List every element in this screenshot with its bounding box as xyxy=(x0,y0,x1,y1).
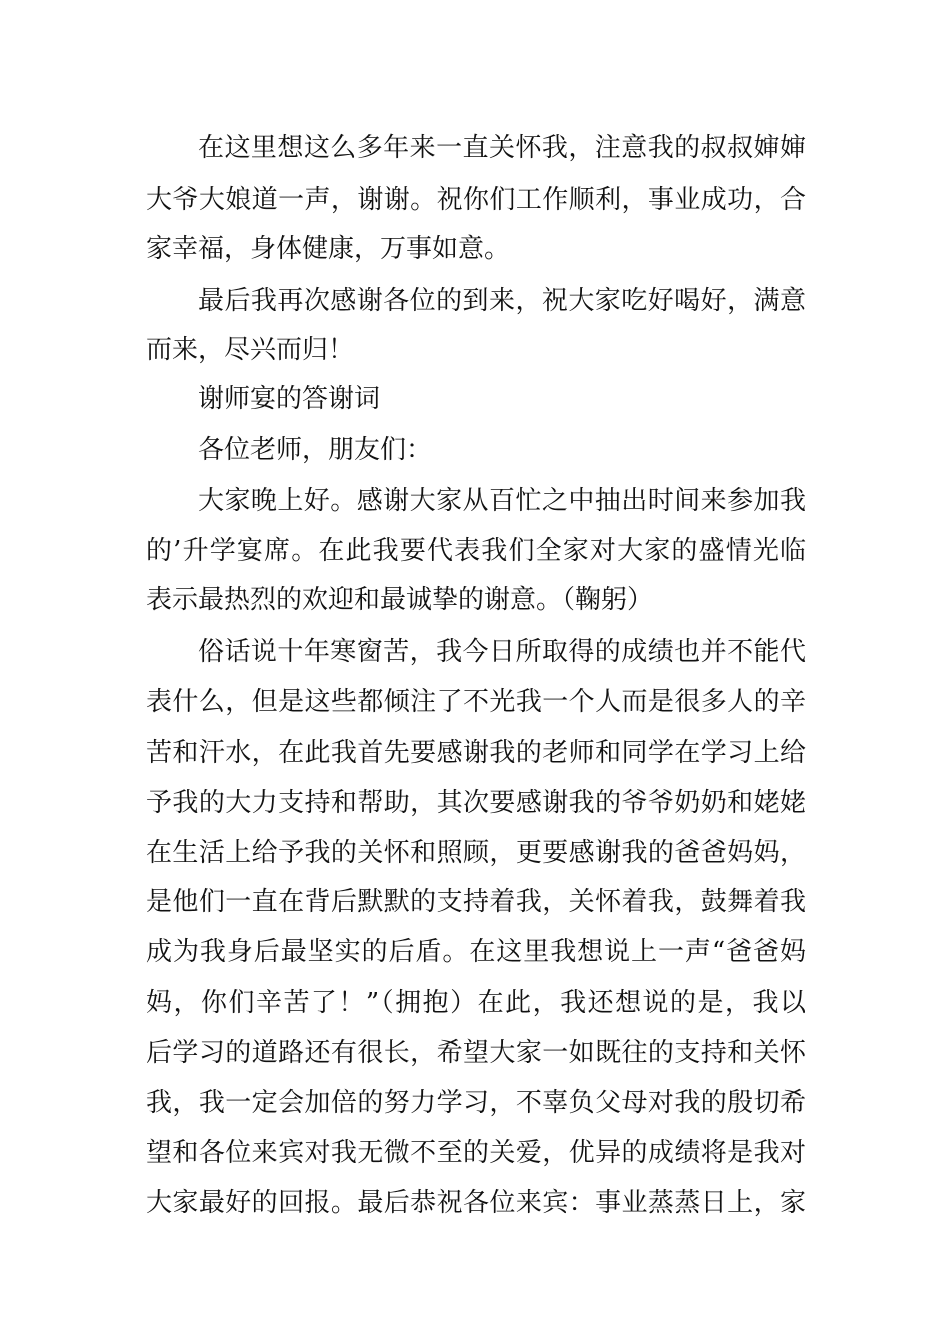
text-line: 最后我再次感谢各位的到来，祝大家吃好喝好，满意 xyxy=(198,286,806,316)
text-line: 望和各位来宾对我无微不至的关爱，优异的成绩将是我对 xyxy=(146,1138,806,1168)
text-line: 表示最热烈的欢迎和最诚挚的谢意。（鞠躬） xyxy=(146,585,654,615)
text-line: 我，我一定会加倍的努力学习，不辜负父母对我的殷切希 xyxy=(146,1088,806,1118)
text-line: 是他们一直在背后默默的支持着我，关怀着我，鼓舞着我 xyxy=(146,887,806,917)
text-line: 大家最好的回报。最后恭祝各位来宾：事业蒸蒸日上，家 xyxy=(146,1188,806,1218)
text-line: 在生活上给予我的关怀和照顾，更要感谢我的爸爸妈妈， xyxy=(146,838,806,868)
text-line: 家幸福，身体健康，万事如意。 xyxy=(146,234,511,264)
text-line: 妈，你们辛苦了！”（拥抱）在此，我还想说的是，我以 xyxy=(146,988,806,1018)
text-line: 表什么，但是这些都倾注了不光我一个人而是很多人的辛 xyxy=(146,687,806,717)
text-line: 而来，尽兴而归！ xyxy=(146,335,355,365)
text-line: 予我的大力支持和帮助，其次要感谢我的爷爷奶奶和姥姥 xyxy=(146,788,806,818)
text-line: 大家晚上好。感谢大家从百忙之中抽出时间来参加我 xyxy=(198,486,806,516)
text-line: 苦和汗水，在此我首先要感谢我的老师和同学在学习上给 xyxy=(146,738,806,768)
text-line: 后学习的道路还有很长，希望大家一如既往的支持和关怀 xyxy=(146,1038,806,1068)
text-line: 成为我身后最坚实的后盾。在这里我想说上一声“爸爸妈 xyxy=(146,937,806,967)
text-line: 在这里想这么多年来一直关怀我，注意我的叔叔婶婶 xyxy=(198,133,806,163)
text-line: 大爷大娘道一声，谢谢。祝你们工作顺利，事业成功，合 xyxy=(146,185,806,215)
section-heading: 谢师宴的答谢词 xyxy=(198,384,381,414)
text-line: 的’升学宴席。在此我要代表我们全家对大家的盛情光临 xyxy=(146,536,806,566)
salutation: 各位老师，朋友们： xyxy=(198,435,433,465)
text-line: 俗话说十年寒窗苦，我今日所取得的成绩也并不能代 xyxy=(198,637,806,667)
